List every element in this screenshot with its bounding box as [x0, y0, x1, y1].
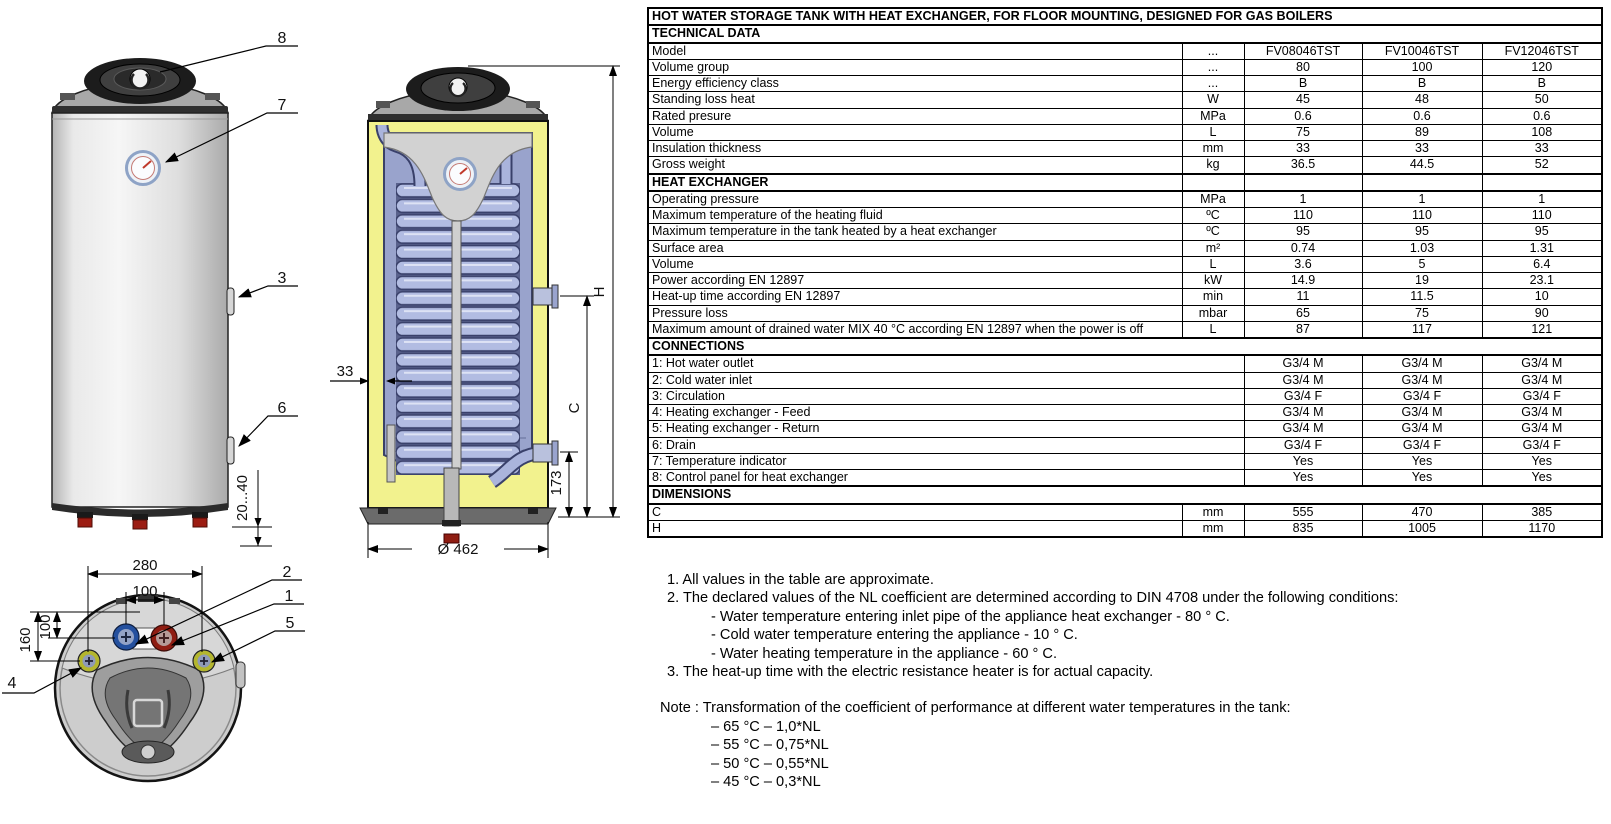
spec-value-cell: 0.6 — [1482, 108, 1602, 124]
spec-value-cell: 0.6 — [1244, 108, 1362, 124]
lower-side-connection — [533, 441, 558, 465]
spec-label-cell: Energy efficiency class — [648, 76, 1182, 92]
dim-diameter-label: Ø 462 — [437, 541, 479, 558]
spec-unit-cell: ... — [1182, 59, 1244, 75]
spec-row — [648, 240, 1602, 256]
cap-tab-right — [205, 93, 220, 100]
spec-value-cell: 95 — [1362, 224, 1482, 240]
spec-row — [648, 92, 1602, 108]
spec-value-cell: Yes — [1482, 470, 1602, 487]
spec-value-cell: FV12046TST — [1482, 43, 1602, 60]
spec-label-cell: Volume — [648, 124, 1182, 140]
section-header: DIMENSIONS — [648, 486, 1602, 503]
spec-row — [648, 76, 1602, 92]
note-line: - Water heating temperature in the appliance - 60 ° C. — [711, 645, 1057, 662]
spec-value-cell: 1 — [1482, 191, 1602, 208]
section-header-row — [648, 25, 1602, 42]
spec-value-cell: 1170 — [1482, 520, 1602, 537]
spec-value-cell: G3/4 F — [1244, 437, 1362, 453]
spec-label-cell: Pressure loss — [648, 305, 1182, 321]
spec-row — [648, 504, 1602, 521]
sensor-tube — [452, 221, 461, 469]
spec-value-cell: 835 — [1244, 520, 1362, 537]
spec-unit-cell: L — [1182, 124, 1244, 140]
spec-value-cell: 14.9 — [1244, 273, 1362, 289]
spec-label-cell: 3: Circulation — [648, 388, 1244, 404]
spec-value-cell: FV10046TST — [1362, 43, 1482, 60]
spec-value-cell: G3/4 M — [1482, 405, 1602, 421]
spec-value-cell: 3.6 — [1244, 256, 1362, 272]
dim-100-top-label: 100 — [132, 583, 158, 600]
spec-value-cell: 1 — [1362, 191, 1482, 208]
spec-value-cell: 52 — [1482, 157, 1602, 174]
callout-4-label: 4 — [7, 675, 17, 692]
side-tab — [236, 662, 245, 688]
spec-value-cell: 80 — [1244, 59, 1362, 75]
spec-value-cell: 45 — [1244, 92, 1362, 108]
spec-value-cell: G3/4 M — [1482, 372, 1602, 388]
spec-label-cell: 5: Heating exchanger - Return — [648, 421, 1244, 437]
spec-value-cell: 44.5 — [1362, 157, 1482, 174]
note-line: 3. The heat-up time with the electric resistance heater is for actual capacity. — [667, 664, 1154, 681]
spec-value-cell: G3/4 F — [1482, 437, 1602, 453]
spec-label-cell: 8: Control panel for heat exchanger — [648, 470, 1244, 487]
spec-label-cell: Surface area — [648, 240, 1182, 256]
spec-value-cell: 1.03 — [1362, 240, 1482, 256]
spec-value-cell: 33 — [1244, 141, 1362, 157]
spec-unit-cell: L — [1182, 256, 1244, 272]
spec-row — [648, 437, 1602, 453]
spec-value-cell: 121 — [1482, 321, 1602, 338]
spec-label-cell: 7: Temperature indicator — [648, 453, 1244, 469]
spec-unit-cell: kg — [1182, 157, 1244, 174]
spec-value-cell: 23.1 — [1482, 273, 1602, 289]
spec-row — [648, 453, 1602, 469]
spec-label-cell: Rated presure — [648, 108, 1182, 124]
spec-label-cell: 1: Hot water outlet — [648, 355, 1244, 372]
spec-row — [648, 305, 1602, 321]
spec-table — [647, 7, 1603, 538]
note-line: 1. All values in the table are approximate. — [667, 572, 934, 588]
he-return-port — [193, 650, 215, 672]
spec-value-cell: G3/4 M — [1244, 355, 1362, 372]
dim-100-left-label: 100 — [37, 614, 54, 640]
spec-label-cell: Power according EN 12897 — [648, 273, 1182, 289]
spec-value-cell: G3/4 F — [1362, 388, 1482, 404]
spec-label-cell: Volume — [648, 256, 1182, 272]
spec-unit-cell: min — [1182, 289, 1244, 305]
spec-value-cell: 11 — [1244, 289, 1362, 305]
spec-value-cell: 33 — [1362, 141, 1482, 157]
spec-label-cell: Model — [648, 43, 1182, 60]
dim-160-label: 160 — [17, 627, 34, 653]
spec-value-cell: B — [1482, 76, 1602, 92]
spec-value-cell: 5 — [1362, 256, 1482, 272]
spec-value-cell: 87 — [1244, 321, 1362, 338]
section-header: HEAT EXCHANGER — [648, 174, 1182, 191]
spec-row — [648, 289, 1602, 305]
spec-value-cell: 100 — [1362, 59, 1482, 75]
spec-value-cell: 75 — [1244, 124, 1362, 140]
dim-H-label: H — [591, 286, 608, 298]
spec-unit-cell: L — [1182, 321, 1244, 338]
section-empty-cell — [1244, 174, 1362, 191]
spec-value-cell: 1005 — [1362, 520, 1482, 537]
section-empty-cell — [1182, 174, 1244, 191]
note-line: - Water temperature entering inlet pipe of the appliance heat exchanger - 80 ° C. — [711, 608, 1230, 625]
transformation-note-items — [660, 718, 1590, 792]
transformation-note-intro: Note : Transformation of the coefficient of performance at different water temperatures in the tank: — [660, 700, 1291, 717]
spec-value-cell: G3/4 M — [1244, 405, 1362, 421]
dim-173-label: 173 — [548, 470, 565, 496]
spec-label-cell: Maximum temperature of the heating fluid — [648, 208, 1182, 224]
spec-label-cell: H — [648, 520, 1182, 537]
spec-value-cell: 555 — [1244, 504, 1362, 521]
spec-label-cell: 2: Cold water inlet — [648, 372, 1244, 388]
drain-outlet — [442, 468, 461, 543]
spec-value-cell: 110 — [1482, 208, 1602, 224]
cold-water-inlet-port — [113, 624, 139, 650]
spec-row — [648, 141, 1602, 157]
callout-7-label: 7 — [277, 97, 287, 114]
floor-gap-dimension — [232, 470, 272, 546]
spec-row — [648, 388, 1602, 404]
he-feed-port — [78, 650, 100, 672]
section-view — [330, 66, 620, 558]
spec-value-cell: 89 — [1362, 124, 1482, 140]
spec-row — [648, 470, 1602, 487]
section-header-row — [648, 338, 1602, 355]
section-header-row — [648, 486, 1602, 503]
spec-unit-cell: m² — [1182, 240, 1244, 256]
spec-value-cell: Yes — [1362, 470, 1482, 487]
section-header: CONNECTIONS — [648, 338, 1602, 355]
spec-row — [648, 256, 1602, 272]
transformation-item: – 45 °C – 0,3*NL — [711, 774, 821, 791]
spec-row — [648, 372, 1602, 388]
table-title: HOT WATER STORAGE TANK WITH HEAT EXCHANGER, FOR FLOOR MOUNTING, DESIGNED FOR GAS BOILERS — [648, 8, 1602, 25]
callout-6-label: 6 — [277, 400, 287, 417]
dim-280-label: 280 — [132, 557, 158, 574]
spec-unit-cell: mm — [1182, 141, 1244, 157]
spec-value-cell: G3/4 F — [1482, 388, 1602, 404]
spec-value-cell: 48 — [1362, 92, 1482, 108]
section-empty-cell — [1482, 174, 1602, 191]
spec-value-cell: G3/4 M — [1482, 355, 1602, 372]
spec-row — [648, 208, 1602, 224]
spec-row — [648, 520, 1602, 537]
spec-row — [648, 405, 1602, 421]
side-connection-3 — [227, 288, 234, 315]
spec-value-cell: G3/4 M — [1362, 405, 1482, 421]
spec-row — [648, 273, 1602, 289]
spec-value-cell: 95 — [1244, 224, 1362, 240]
spec-label-cell: 4: Heating exchanger - Feed — [648, 405, 1244, 421]
notes-block — [660, 571, 1590, 791]
spec-label-cell: Maximum amount of drained water MIX 40 °C according EN 12897 when the power is off — [648, 321, 1182, 338]
spec-label-cell: Volume group — [648, 59, 1182, 75]
callout-3-label: 3 — [277, 270, 287, 287]
spec-unit-cell: W — [1182, 92, 1244, 108]
spec-label-cell: Heat-up time according EN 12897 — [648, 289, 1182, 305]
spec-value-cell: 50 — [1482, 92, 1602, 108]
control-panel-icon — [406, 67, 510, 111]
front-view — [52, 30, 298, 546]
transformation-item: – 50 °C – 0,55*NL — [711, 755, 829, 772]
spec-value-cell: G3/4 M — [1482, 421, 1602, 437]
callout-5-label: 5 — [285, 615, 295, 632]
spec-value-cell: 11.5 — [1362, 289, 1482, 305]
spec-value-cell: Yes — [1244, 470, 1362, 487]
spec-value-cell: 117 — [1362, 321, 1482, 338]
spec-value-cell: 108 — [1482, 124, 1602, 140]
spec-value-cell: 120 — [1482, 59, 1602, 75]
spec-unit-cell: MPa — [1182, 108, 1244, 124]
spec-value-cell: 1.31 — [1482, 240, 1602, 256]
spec-row — [648, 321, 1602, 338]
spec-label-cell: C — [648, 504, 1182, 521]
spec-row — [648, 355, 1602, 372]
spec-value-cell: 75 — [1362, 305, 1482, 321]
spec-value-cell: 110 — [1362, 208, 1482, 224]
spec-value-cell: 10 — [1482, 289, 1602, 305]
transformation-item: – 65 °C – 1,0*NL — [711, 718, 821, 735]
spec-value-cell: 470 — [1362, 504, 1482, 521]
spec-row — [648, 224, 1602, 240]
spec-value-cell: 65 — [1244, 305, 1362, 321]
spec-value-cell: Yes — [1482, 453, 1602, 469]
spec-value-cell: 6.4 — [1482, 256, 1602, 272]
hot-water-outlet-port — [151, 625, 177, 651]
spec-value-cell: G3/4 M — [1362, 372, 1482, 388]
side-connection-6 — [227, 437, 234, 464]
callout-33-label: 33 — [336, 363, 354, 380]
spec-label-cell: Operating pressure — [648, 191, 1182, 208]
transformation-item: – 55 °C – 0,75*NL — [711, 737, 829, 754]
spec-value-cell: 90 — [1482, 305, 1602, 321]
spec-label-cell: Gross weight — [648, 157, 1182, 174]
spec-unit-cell: ... — [1182, 76, 1244, 92]
spec-row — [648, 108, 1602, 124]
spec-value-cell: 36.5 — [1244, 157, 1362, 174]
dim-floor-gap-label: 20...40 — [234, 475, 251, 521]
spec-unit-cell: kW — [1182, 273, 1244, 289]
spec-unit-cell: mm — [1182, 504, 1244, 521]
spec-table-body — [648, 8, 1602, 537]
spec-unit-cell: ... — [1182, 43, 1244, 60]
bottom-view — [2, 557, 305, 781]
spec-unit-cell: ºC — [1182, 224, 1244, 240]
spec-value-cell: 385 — [1482, 504, 1602, 521]
spec-value-cell: G3/4 M — [1362, 355, 1482, 372]
spec-value-cell: 95 — [1482, 224, 1602, 240]
dimension-C — [560, 296, 594, 517]
spec-value-cell: 33 — [1482, 141, 1602, 157]
section-header-row — [648, 174, 1602, 191]
table-title-row — [648, 8, 1602, 25]
callout-1-label: 1 — [284, 588, 294, 605]
spec-row — [648, 191, 1602, 208]
callout-8-label: 8 — [277, 30, 287, 47]
spec-row — [648, 157, 1602, 174]
spec-unit-cell: mm — [1182, 520, 1244, 537]
spec-value-cell: Yes — [1244, 453, 1362, 469]
spec-row — [648, 43, 1602, 60]
spec-row — [648, 421, 1602, 437]
spec-value-cell: 1 — [1244, 191, 1362, 208]
spec-label-cell: Insulation thickness — [648, 141, 1182, 157]
spec-value-cell: G3/4 F — [1244, 388, 1362, 404]
numbered-notes — [660, 571, 1590, 681]
spec-label-cell: Standing loss heat — [648, 92, 1182, 108]
spec-label-cell: 6: Drain — [648, 437, 1244, 453]
note-line: - Cold water temperature entering the appliance - 10 ° C. — [711, 627, 1078, 644]
spec-label-cell: Maximum temperature in the tank heated by a heat exchanger — [648, 224, 1182, 240]
spec-unit-cell: ºC — [1182, 208, 1244, 224]
cap-tab-left — [60, 93, 75, 100]
spec-value-cell: 0.6 — [1362, 108, 1482, 124]
spec-value-cell: B — [1362, 76, 1482, 92]
control-panel-icon — [84, 58, 196, 104]
spec-value-cell: Yes — [1362, 453, 1482, 469]
spec-value-cell: G3/4 M — [1362, 421, 1482, 437]
spec-value-cell: G3/4 M — [1244, 421, 1362, 437]
temperature-gauge-icon — [445, 159, 476, 190]
spec-value-cell: 110 — [1244, 208, 1362, 224]
transformation-note — [660, 699, 1590, 791]
spec-value-cell: 19 — [1362, 273, 1482, 289]
dim-C-label: C — [566, 402, 583, 414]
temperature-gauge-icon — [127, 152, 160, 185]
spec-value-cell: G3/4 F — [1362, 437, 1482, 453]
note-line: 2. The declared values of the NL coefficient are determined according to DIN 4708 under the following conditions: — [667, 590, 1399, 607]
spec-unit-cell: MPa — [1182, 191, 1244, 208]
spec-row — [648, 124, 1602, 140]
section-empty-cell — [1362, 174, 1482, 191]
spec-value-cell: 0.74 — [1244, 240, 1362, 256]
spec-value-cell: G3/4 M — [1244, 372, 1362, 388]
callout-2-label: 2 — [282, 564, 292, 581]
spec-value-cell: FV08046TST — [1244, 43, 1362, 60]
upper-side-connection — [533, 285, 558, 308]
spec-row — [648, 59, 1602, 75]
section-header: TECHNICAL DATA — [648, 25, 1602, 42]
technical-drawing — [0, 0, 645, 824]
spec-unit-cell: mbar — [1182, 305, 1244, 321]
spec-value-cell: B — [1244, 76, 1362, 92]
